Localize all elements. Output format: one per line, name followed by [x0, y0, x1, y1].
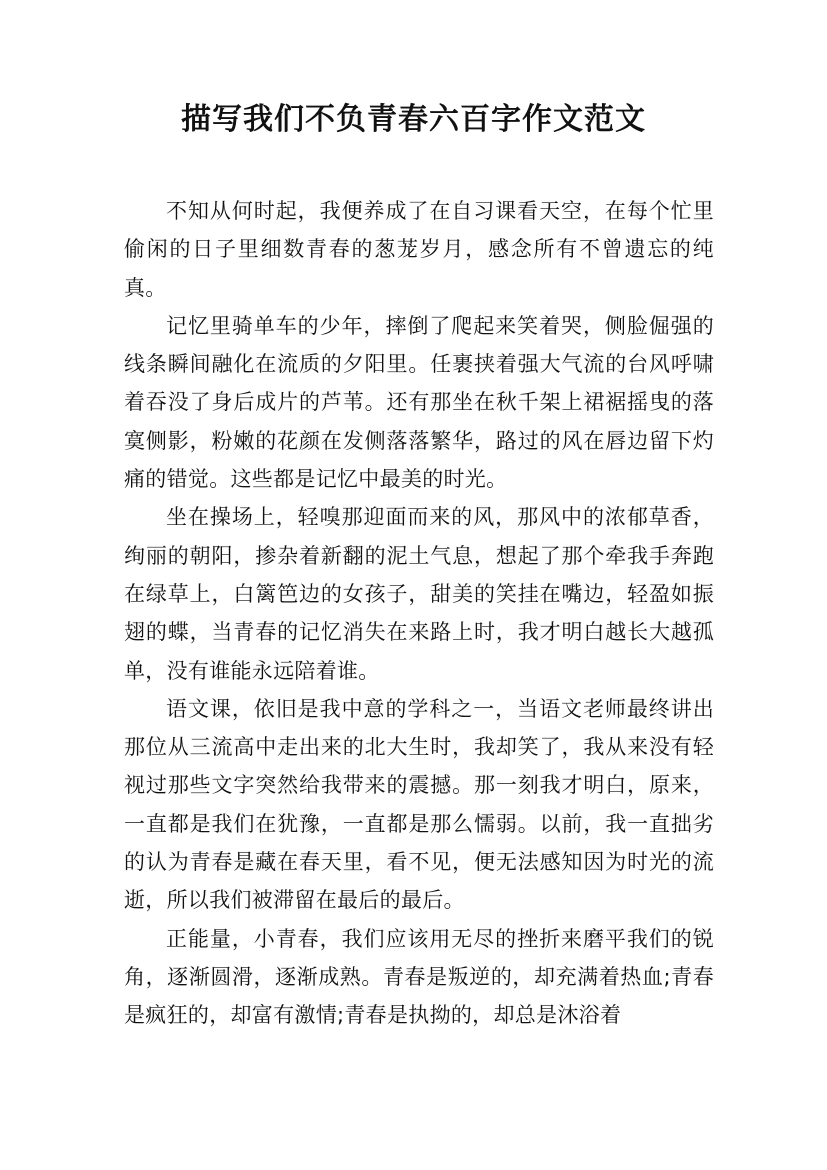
document-body — [124, 192, 714, 1035]
paragraph-3: 坐在操场上，轻嗅那迎面而来的风，那风中的浓郁草香，绚丽的朝阳，掺杂着新翻的泥土气息，想起了那个牵我手奔跑在绿草上，白篱笆边的女孩子，甜美的笑挂在嘴边，轻盈如振翅的蝶，当青春的记忆消失在来路上时，我才明白越长大越孤单，没有谁能永远陪着谁。 — [124, 505, 714, 683]
paragraph-5: 正能量，小青春，我们应该用无尽的挫折来磨平我们的锐角，逐渐圆滑，逐渐成熟。青春是叛逆的，却充满着热血;青春是疯狂的，却富有激情;青春是执拗的，却总是沐浴着 — [124, 926, 714, 1028]
document-title: 描写我们不负青春六百字作文范文 — [181, 102, 646, 137]
paragraph-4: 语文课，依旧是我中意的学科之一，当语文老师最终讲出那位从三流高中走出来的北大生时，我却笑了，我从来没有轻视过那些文字突然给我带来的震撼。那一刻我才明白，原来，一直都是我们在犹豫，一直都是那么懦弱。以前，我一直拙劣的认为青春是藏在春天里，看不见，便无法感知因为时光的流逝，所以我们被滞留在最后的最后。 — [124, 696, 714, 913]
paragraph-1: 不知从何时起，我便养成了在自习课看天空，在每个忙里偷闲的日子里细数青春的葱茏岁月，感念所有不曾遗忘的纯真。 — [124, 199, 714, 300]
paragraph-2: 记忆里骑单车的少年，摔倒了爬起来笑着哭，侧脸倔强的线条瞬间融化在流质的夕阳里。任裹挟着强大气流的台风呼啸着吞没了身后成片的芦苇。还有那坐在秋千架上裙裾摇曳的落寞侧影，粉嫩的花颜在发侧落落繁华，路过的风在唇边留下灼痛的错觉。这些都是记忆中最美的时光。 — [124, 313, 714, 492]
